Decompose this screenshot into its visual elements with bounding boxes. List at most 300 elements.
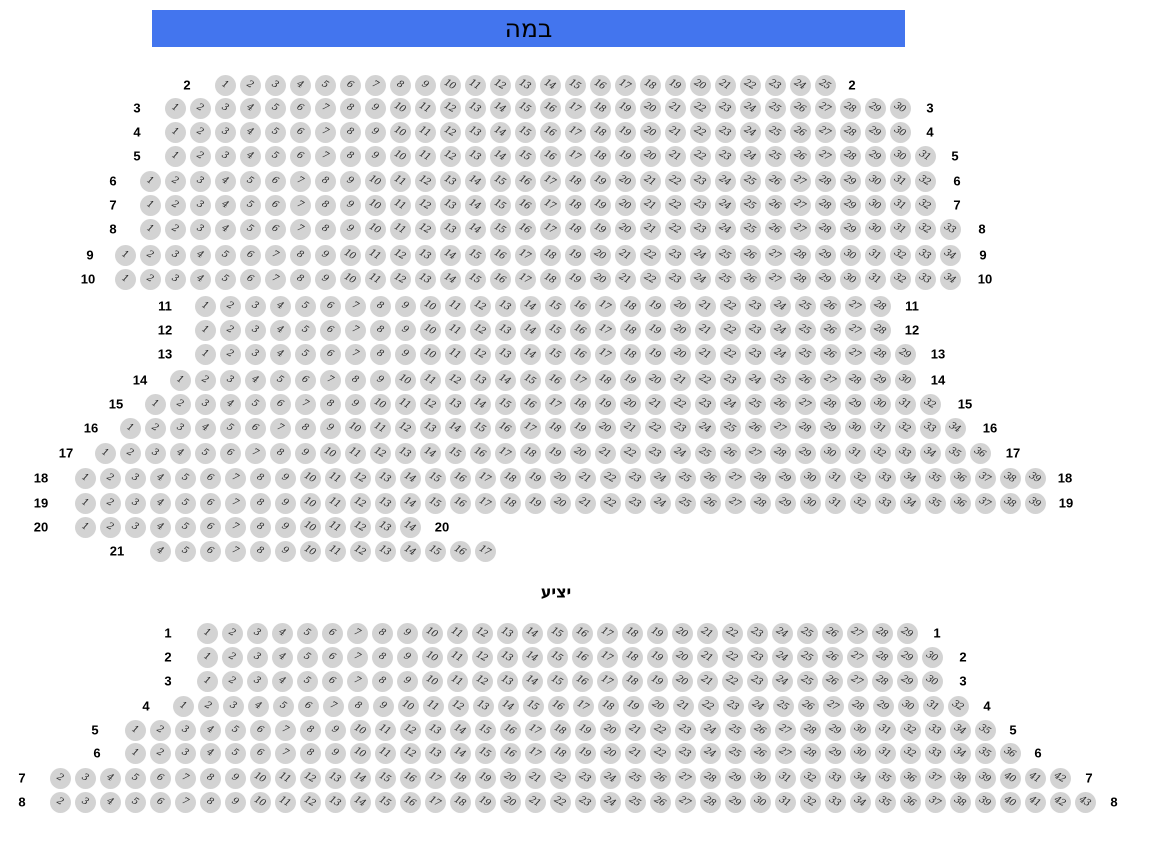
seat[interactable] bbox=[290, 195, 311, 216]
seat[interactable] bbox=[672, 647, 693, 668]
seat[interactable] bbox=[695, 370, 716, 391]
seat[interactable] bbox=[622, 623, 643, 644]
seat[interactable] bbox=[420, 320, 441, 341]
seat[interactable] bbox=[897, 671, 918, 692]
seat[interactable] bbox=[395, 320, 416, 341]
seat[interactable] bbox=[897, 647, 918, 668]
seat[interactable] bbox=[450, 541, 471, 562]
seat[interactable] bbox=[150, 768, 171, 789]
seat[interactable] bbox=[615, 219, 636, 240]
seat[interactable] bbox=[665, 146, 686, 167]
seat[interactable] bbox=[190, 146, 211, 167]
seat[interactable] bbox=[522, 623, 543, 644]
seat[interactable] bbox=[315, 269, 336, 290]
seat[interactable] bbox=[872, 623, 893, 644]
seat[interactable] bbox=[545, 344, 566, 365]
seat[interactable] bbox=[890, 269, 911, 290]
seat[interactable] bbox=[645, 370, 666, 391]
seat[interactable] bbox=[822, 671, 843, 692]
seat[interactable] bbox=[675, 768, 696, 789]
seat[interactable] bbox=[125, 493, 146, 514]
seat[interactable] bbox=[370, 320, 391, 341]
seat[interactable] bbox=[295, 418, 316, 439]
seat[interactable] bbox=[850, 493, 871, 514]
seat[interactable] bbox=[525, 720, 546, 741]
seat[interactable] bbox=[623, 696, 644, 717]
seat[interactable] bbox=[347, 623, 368, 644]
seat[interactable] bbox=[245, 370, 266, 391]
seat[interactable] bbox=[540, 219, 561, 240]
seat[interactable] bbox=[745, 443, 766, 464]
seat[interactable] bbox=[497, 647, 518, 668]
seat[interactable] bbox=[590, 269, 611, 290]
seat[interactable] bbox=[365, 171, 386, 192]
seat[interactable] bbox=[800, 493, 821, 514]
seat[interactable] bbox=[890, 195, 911, 216]
seat[interactable] bbox=[450, 720, 471, 741]
seat[interactable] bbox=[820, 443, 841, 464]
seat[interactable] bbox=[295, 443, 316, 464]
seat[interactable] bbox=[472, 671, 493, 692]
seat[interactable] bbox=[840, 122, 861, 143]
seat[interactable] bbox=[620, 418, 641, 439]
seat[interactable] bbox=[397, 647, 418, 668]
seat[interactable] bbox=[390, 171, 411, 192]
seat[interactable] bbox=[815, 122, 836, 143]
seat[interactable] bbox=[365, 245, 386, 266]
seat[interactable] bbox=[175, 517, 196, 538]
seat[interactable] bbox=[625, 792, 646, 813]
seat[interactable] bbox=[200, 792, 221, 813]
seat[interactable] bbox=[197, 647, 218, 668]
seat[interactable] bbox=[525, 768, 546, 789]
seat[interactable] bbox=[822, 647, 843, 668]
seat[interactable] bbox=[775, 743, 796, 764]
seat[interactable] bbox=[690, 75, 711, 96]
seat[interactable] bbox=[825, 768, 846, 789]
seat[interactable] bbox=[695, 394, 716, 415]
seat[interactable] bbox=[490, 171, 511, 192]
seat[interactable] bbox=[800, 768, 821, 789]
seat[interactable] bbox=[700, 768, 721, 789]
seat[interactable] bbox=[425, 720, 446, 741]
seat[interactable] bbox=[440, 98, 461, 119]
seat[interactable] bbox=[165, 195, 186, 216]
seat[interactable] bbox=[948, 696, 969, 717]
seat[interactable] bbox=[275, 468, 296, 489]
seat[interactable] bbox=[690, 269, 711, 290]
seat[interactable] bbox=[200, 541, 221, 562]
seat[interactable] bbox=[675, 720, 696, 741]
seat[interactable] bbox=[365, 98, 386, 119]
seat[interactable] bbox=[125, 768, 146, 789]
seat[interactable] bbox=[675, 792, 696, 813]
seat[interactable] bbox=[190, 98, 211, 119]
seat[interactable] bbox=[595, 296, 616, 317]
seat[interactable] bbox=[772, 623, 793, 644]
seat[interactable] bbox=[695, 296, 716, 317]
seat[interactable] bbox=[570, 344, 591, 365]
seat[interactable] bbox=[895, 443, 916, 464]
seat[interactable] bbox=[800, 792, 821, 813]
seat[interactable] bbox=[440, 171, 461, 192]
seat[interactable] bbox=[870, 320, 891, 341]
seat[interactable] bbox=[620, 370, 641, 391]
seat[interactable] bbox=[440, 122, 461, 143]
seat[interactable] bbox=[245, 320, 266, 341]
seat[interactable] bbox=[315, 219, 336, 240]
seat[interactable] bbox=[925, 792, 946, 813]
seat[interactable] bbox=[670, 320, 691, 341]
seat[interactable] bbox=[1025, 468, 1046, 489]
seat[interactable] bbox=[395, 296, 416, 317]
seat[interactable] bbox=[390, 195, 411, 216]
seat[interactable] bbox=[272, 647, 293, 668]
seat[interactable] bbox=[223, 696, 244, 717]
seat[interactable] bbox=[325, 468, 346, 489]
seat[interactable] bbox=[265, 219, 286, 240]
seat[interactable] bbox=[725, 468, 746, 489]
seat[interactable] bbox=[690, 245, 711, 266]
seat[interactable] bbox=[175, 493, 196, 514]
seat[interactable] bbox=[347, 647, 368, 668]
seat[interactable] bbox=[440, 146, 461, 167]
seat[interactable] bbox=[165, 219, 186, 240]
seat[interactable] bbox=[190, 195, 211, 216]
seat[interactable] bbox=[570, 296, 591, 317]
seat[interactable] bbox=[565, 269, 586, 290]
seat[interactable] bbox=[200, 720, 221, 741]
seat[interactable] bbox=[665, 98, 686, 119]
seat[interactable] bbox=[670, 418, 691, 439]
seat[interactable] bbox=[295, 296, 316, 317]
seat[interactable] bbox=[540, 171, 561, 192]
seat[interactable] bbox=[720, 418, 741, 439]
seat[interactable] bbox=[465, 122, 486, 143]
seat[interactable] bbox=[270, 418, 291, 439]
seat[interactable] bbox=[270, 320, 291, 341]
seat[interactable] bbox=[523, 696, 544, 717]
seat[interactable] bbox=[870, 296, 891, 317]
seat[interactable] bbox=[770, 418, 791, 439]
seat[interactable] bbox=[395, 394, 416, 415]
seat[interactable] bbox=[845, 418, 866, 439]
seat[interactable] bbox=[240, 98, 261, 119]
seat[interactable] bbox=[425, 541, 446, 562]
seat[interactable] bbox=[940, 219, 961, 240]
seat[interactable] bbox=[800, 720, 821, 741]
seat[interactable] bbox=[840, 171, 861, 192]
seat[interactable] bbox=[820, 344, 841, 365]
seat[interactable] bbox=[290, 122, 311, 143]
seat[interactable] bbox=[440, 269, 461, 290]
seat[interactable] bbox=[615, 269, 636, 290]
seat[interactable] bbox=[340, 75, 361, 96]
seat[interactable] bbox=[445, 296, 466, 317]
seat[interactable] bbox=[648, 696, 669, 717]
seat[interactable] bbox=[222, 671, 243, 692]
seat[interactable] bbox=[540, 269, 561, 290]
seat[interactable] bbox=[870, 370, 891, 391]
seat[interactable] bbox=[565, 245, 586, 266]
seat[interactable] bbox=[825, 720, 846, 741]
seat[interactable] bbox=[595, 320, 616, 341]
seat[interactable] bbox=[470, 320, 491, 341]
seat[interactable] bbox=[140, 195, 161, 216]
seat[interactable] bbox=[365, 269, 386, 290]
seat[interactable] bbox=[715, 75, 736, 96]
seat[interactable] bbox=[423, 696, 444, 717]
seat[interactable] bbox=[640, 245, 661, 266]
seat[interactable] bbox=[890, 146, 911, 167]
seat[interactable] bbox=[325, 517, 346, 538]
seat[interactable] bbox=[350, 517, 371, 538]
seat[interactable] bbox=[515, 219, 536, 240]
seat[interactable] bbox=[975, 743, 996, 764]
seat[interactable] bbox=[865, 195, 886, 216]
seat[interactable] bbox=[150, 541, 171, 562]
seat[interactable] bbox=[400, 768, 421, 789]
seat[interactable] bbox=[647, 671, 668, 692]
seat[interactable] bbox=[620, 296, 641, 317]
seat[interactable] bbox=[890, 219, 911, 240]
seat[interactable] bbox=[772, 647, 793, 668]
seat[interactable] bbox=[475, 792, 496, 813]
seat[interactable] bbox=[447, 623, 468, 644]
seat[interactable] bbox=[547, 623, 568, 644]
seat[interactable] bbox=[320, 320, 341, 341]
seat[interactable] bbox=[265, 98, 286, 119]
seat[interactable] bbox=[570, 320, 591, 341]
seat[interactable] bbox=[790, 245, 811, 266]
seat[interactable] bbox=[750, 743, 771, 764]
seat[interactable] bbox=[890, 122, 911, 143]
seat[interactable] bbox=[748, 696, 769, 717]
seat[interactable] bbox=[865, 245, 886, 266]
seat[interactable] bbox=[325, 720, 346, 741]
seat[interactable] bbox=[425, 768, 446, 789]
seat[interactable] bbox=[575, 468, 596, 489]
seat[interactable] bbox=[270, 344, 291, 365]
seat[interactable] bbox=[340, 269, 361, 290]
seat[interactable] bbox=[690, 122, 711, 143]
seat[interactable] bbox=[600, 493, 621, 514]
seat[interactable] bbox=[950, 493, 971, 514]
seat[interactable] bbox=[497, 671, 518, 692]
seat[interactable] bbox=[298, 696, 319, 717]
seat[interactable] bbox=[420, 344, 441, 365]
seat[interactable] bbox=[820, 394, 841, 415]
seat[interactable] bbox=[250, 743, 271, 764]
seat[interactable] bbox=[400, 468, 421, 489]
seat[interactable] bbox=[765, 195, 786, 216]
seat[interactable] bbox=[375, 792, 396, 813]
seat[interactable] bbox=[845, 320, 866, 341]
seat[interactable] bbox=[845, 443, 866, 464]
seat[interactable] bbox=[350, 493, 371, 514]
seat[interactable] bbox=[450, 743, 471, 764]
seat[interactable] bbox=[290, 245, 311, 266]
seat[interactable] bbox=[640, 98, 661, 119]
seat[interactable] bbox=[798, 696, 819, 717]
seat[interactable] bbox=[590, 195, 611, 216]
seat[interactable] bbox=[220, 394, 241, 415]
seat[interactable] bbox=[295, 344, 316, 365]
seat[interactable] bbox=[825, 792, 846, 813]
seat[interactable] bbox=[845, 296, 866, 317]
seat[interactable] bbox=[275, 493, 296, 514]
seat[interactable] bbox=[950, 792, 971, 813]
seat[interactable] bbox=[722, 647, 743, 668]
seat[interactable] bbox=[470, 296, 491, 317]
seat[interactable] bbox=[845, 394, 866, 415]
seat[interactable] bbox=[150, 743, 171, 764]
seat[interactable] bbox=[815, 75, 836, 96]
seat[interactable] bbox=[725, 792, 746, 813]
seat[interactable] bbox=[522, 671, 543, 692]
seat[interactable] bbox=[250, 792, 271, 813]
seat[interactable] bbox=[498, 696, 519, 717]
seat[interactable] bbox=[365, 219, 386, 240]
seat[interactable] bbox=[745, 418, 766, 439]
seat[interactable] bbox=[395, 418, 416, 439]
seat[interactable] bbox=[400, 541, 421, 562]
seat[interactable] bbox=[470, 344, 491, 365]
seat[interactable] bbox=[295, 320, 316, 341]
seat[interactable] bbox=[625, 768, 646, 789]
seat[interactable] bbox=[350, 768, 371, 789]
seat[interactable] bbox=[165, 269, 186, 290]
seat[interactable] bbox=[445, 320, 466, 341]
seat[interactable] bbox=[370, 418, 391, 439]
seat[interactable] bbox=[375, 517, 396, 538]
seat[interactable] bbox=[440, 219, 461, 240]
seat[interactable] bbox=[515, 195, 536, 216]
seat[interactable] bbox=[565, 146, 586, 167]
seat[interactable] bbox=[265, 146, 286, 167]
seat[interactable] bbox=[650, 720, 671, 741]
seat[interactable] bbox=[300, 493, 321, 514]
seat[interactable] bbox=[895, 344, 916, 365]
seat[interactable] bbox=[865, 98, 886, 119]
seat[interactable] bbox=[345, 394, 366, 415]
seat[interactable] bbox=[415, 171, 436, 192]
seat[interactable] bbox=[800, 468, 821, 489]
seat[interactable] bbox=[690, 171, 711, 192]
seat[interactable] bbox=[570, 394, 591, 415]
seat[interactable] bbox=[600, 743, 621, 764]
seat[interactable] bbox=[665, 171, 686, 192]
seat[interactable] bbox=[898, 696, 919, 717]
seat[interactable] bbox=[440, 75, 461, 96]
seat[interactable] bbox=[320, 296, 341, 317]
seat[interactable] bbox=[150, 468, 171, 489]
seat[interactable] bbox=[890, 171, 911, 192]
seat[interactable] bbox=[620, 443, 641, 464]
seat[interactable] bbox=[265, 269, 286, 290]
seat[interactable] bbox=[565, 171, 586, 192]
seat[interactable] bbox=[572, 671, 593, 692]
seat[interactable] bbox=[570, 418, 591, 439]
seat[interactable] bbox=[400, 792, 421, 813]
seat[interactable] bbox=[872, 647, 893, 668]
seat[interactable] bbox=[773, 696, 794, 717]
seat[interactable] bbox=[300, 517, 321, 538]
seat[interactable] bbox=[840, 219, 861, 240]
seat[interactable] bbox=[615, 195, 636, 216]
seat[interactable] bbox=[215, 245, 236, 266]
seat[interactable] bbox=[865, 269, 886, 290]
seat[interactable] bbox=[245, 394, 266, 415]
seat[interactable] bbox=[270, 296, 291, 317]
seat[interactable] bbox=[50, 792, 71, 813]
seat[interactable] bbox=[970, 443, 991, 464]
seat[interactable] bbox=[950, 768, 971, 789]
seat[interactable] bbox=[195, 370, 216, 391]
seat[interactable] bbox=[715, 122, 736, 143]
seat[interactable] bbox=[273, 696, 294, 717]
seat[interactable] bbox=[375, 468, 396, 489]
seat[interactable] bbox=[215, 98, 236, 119]
seat[interactable] bbox=[240, 269, 261, 290]
seat[interactable] bbox=[265, 75, 286, 96]
seat[interactable] bbox=[897, 623, 918, 644]
seat[interactable] bbox=[420, 370, 441, 391]
seat[interactable] bbox=[865, 146, 886, 167]
seat[interactable] bbox=[847, 623, 868, 644]
seat[interactable] bbox=[165, 122, 186, 143]
seat[interactable] bbox=[220, 418, 241, 439]
seat[interactable] bbox=[547, 647, 568, 668]
seat[interactable] bbox=[747, 647, 768, 668]
seat[interactable] bbox=[573, 696, 594, 717]
seat[interactable] bbox=[750, 468, 771, 489]
seat[interactable] bbox=[100, 792, 121, 813]
seat[interactable] bbox=[175, 792, 196, 813]
seat[interactable] bbox=[50, 768, 71, 789]
seat[interactable] bbox=[390, 75, 411, 96]
seat[interactable] bbox=[450, 468, 471, 489]
seat[interactable] bbox=[647, 647, 668, 668]
seat[interactable] bbox=[175, 743, 196, 764]
seat[interactable] bbox=[790, 219, 811, 240]
seat[interactable] bbox=[825, 493, 846, 514]
seat[interactable] bbox=[395, 370, 416, 391]
seat[interactable] bbox=[597, 647, 618, 668]
seat[interactable] bbox=[765, 171, 786, 192]
seat[interactable] bbox=[75, 768, 96, 789]
seat[interactable] bbox=[547, 671, 568, 692]
seat[interactable] bbox=[697, 647, 718, 668]
seat[interactable] bbox=[765, 245, 786, 266]
seat[interactable] bbox=[345, 370, 366, 391]
seat[interactable] bbox=[370, 344, 391, 365]
seat[interactable] bbox=[470, 443, 491, 464]
seat[interactable] bbox=[695, 344, 716, 365]
seat[interactable] bbox=[445, 344, 466, 365]
seat[interactable] bbox=[275, 720, 296, 741]
seat[interactable] bbox=[200, 768, 221, 789]
seat[interactable] bbox=[900, 743, 921, 764]
seat[interactable] bbox=[165, 98, 186, 119]
seat[interactable] bbox=[650, 792, 671, 813]
seat[interactable] bbox=[350, 743, 371, 764]
seat[interactable] bbox=[340, 245, 361, 266]
seat[interactable] bbox=[1025, 768, 1046, 789]
seat[interactable] bbox=[765, 219, 786, 240]
seat[interactable] bbox=[740, 122, 761, 143]
seat[interactable] bbox=[840, 146, 861, 167]
